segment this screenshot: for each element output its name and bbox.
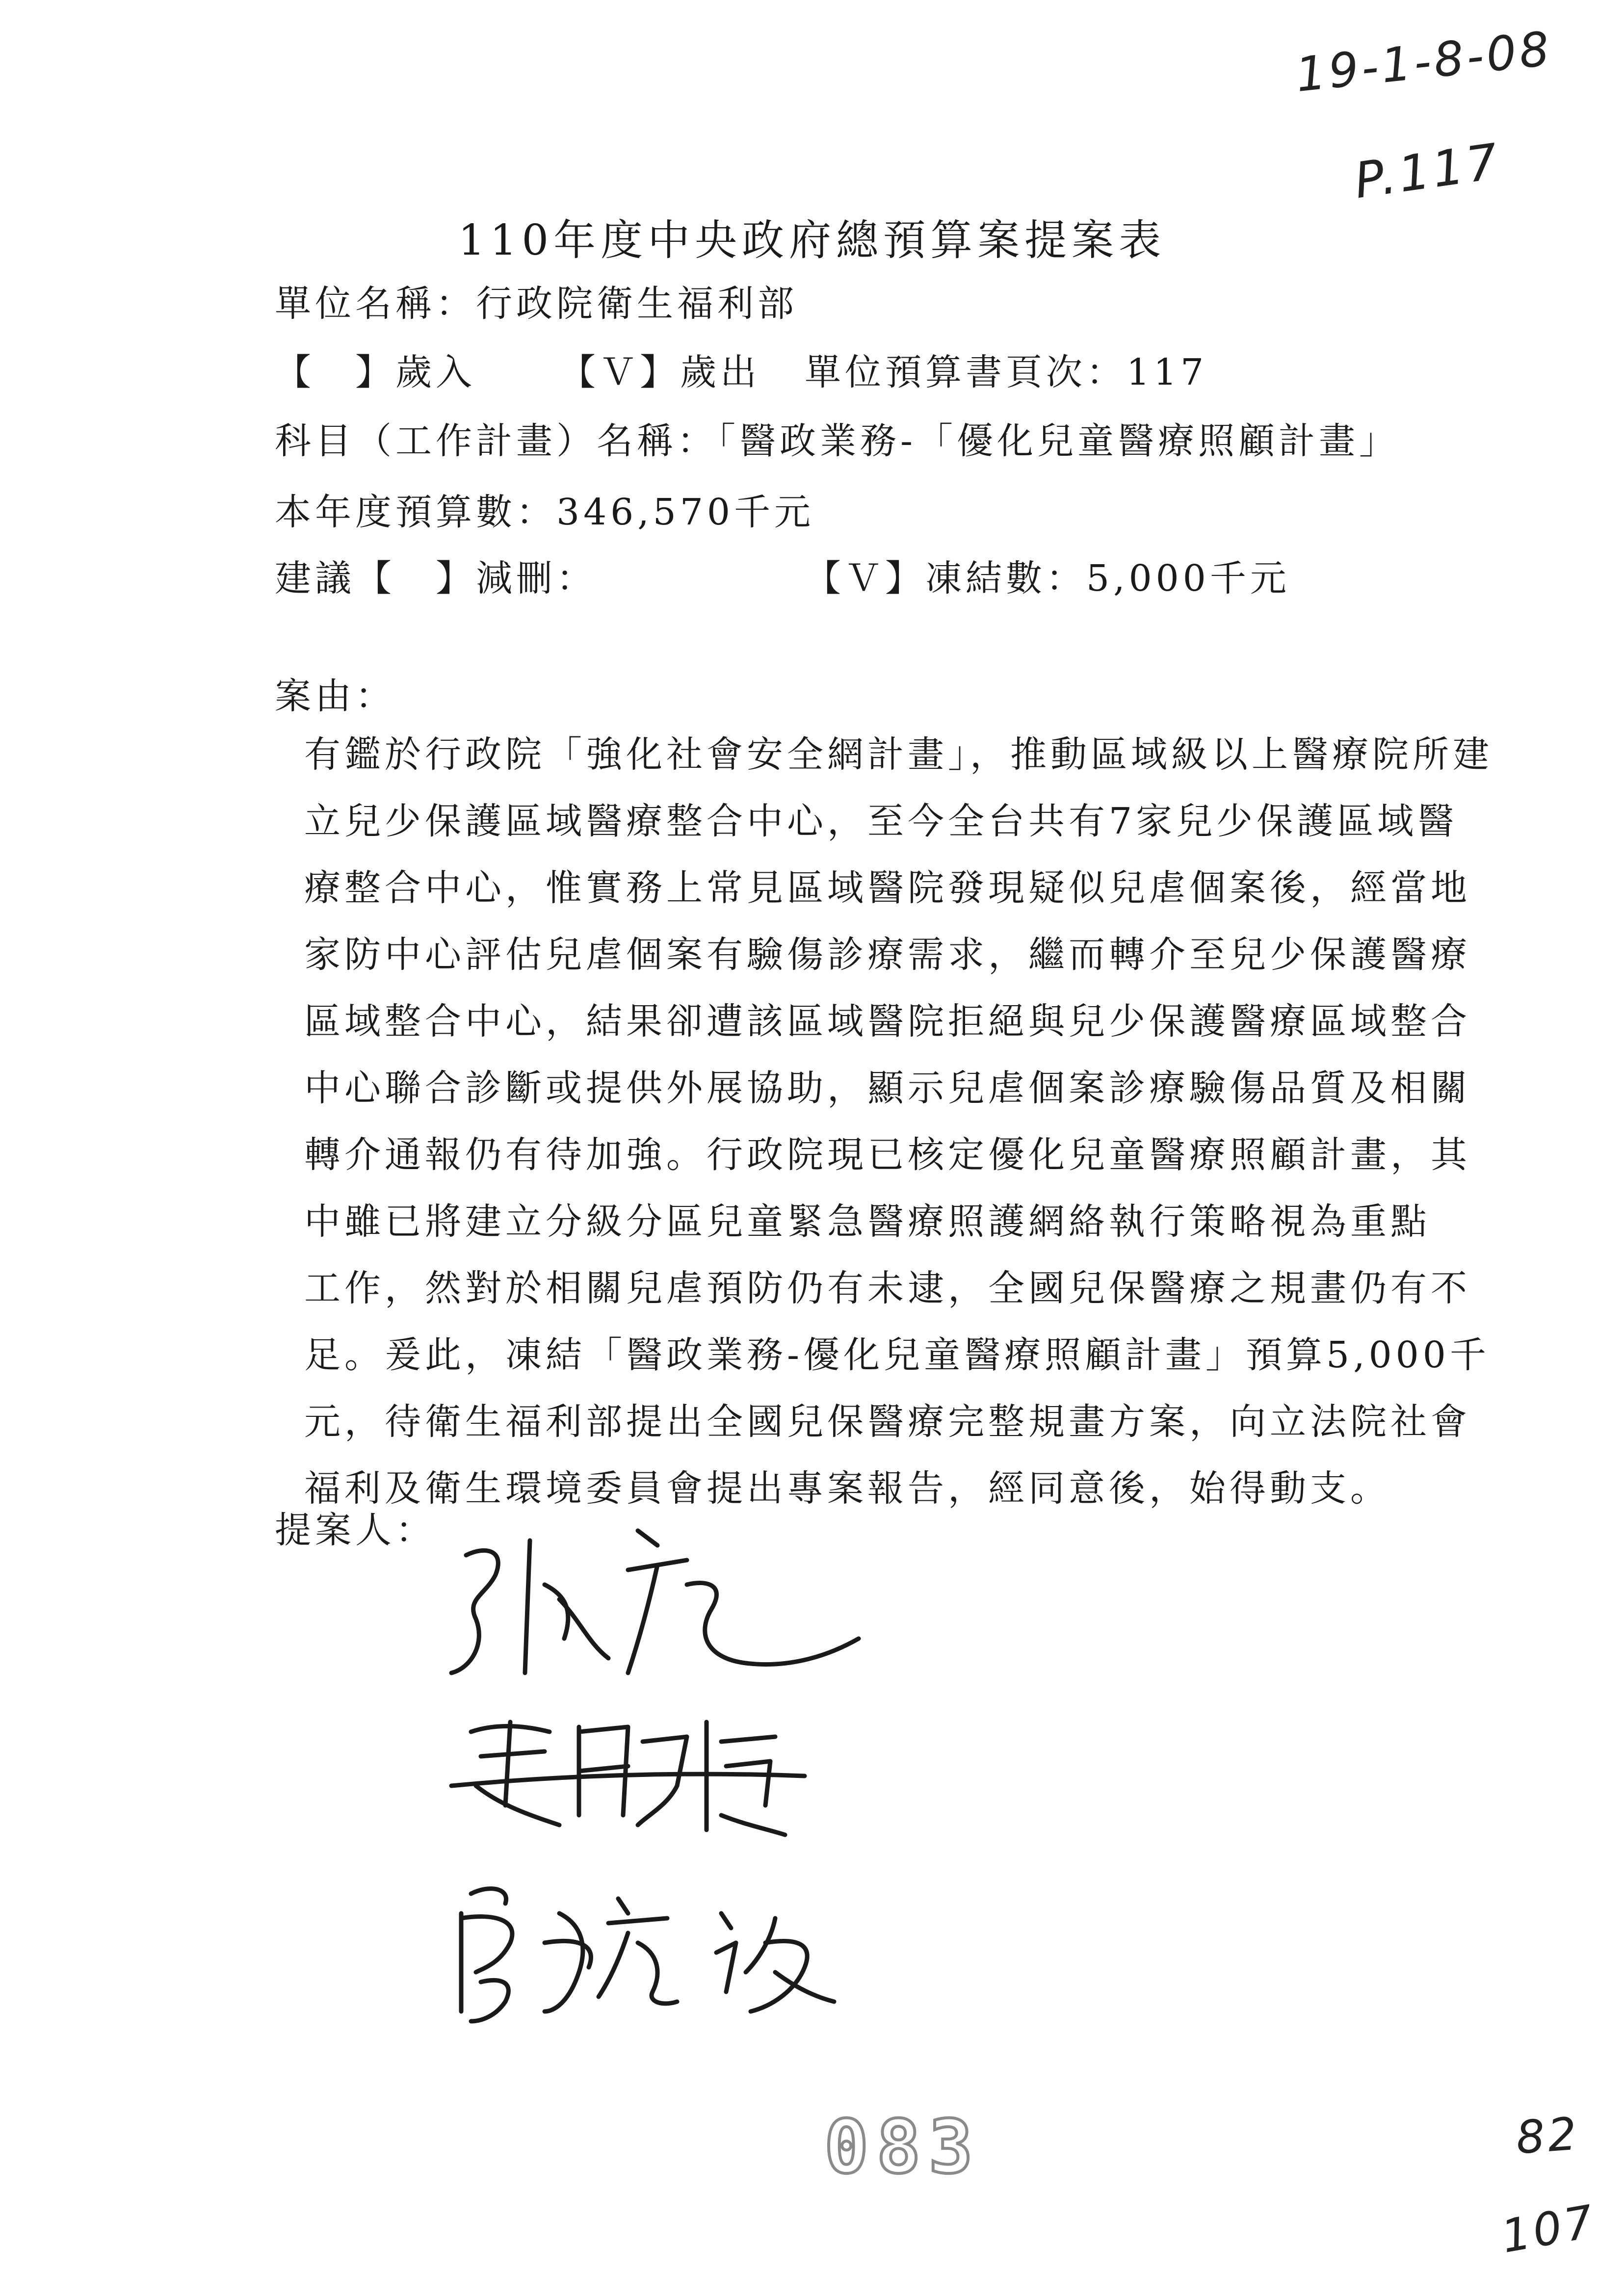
reason-line: 有鑑於行政院「強化社會安全網計畫」，推動區域級以上醫療院所建: [304, 733, 1493, 776]
reason-line: 元，待衛生福利部提出全國兒保醫療完整規畫方案，向立法院社會: [304, 1401, 1471, 1443]
reason-line: 轉介通報仍有待加強。行政院現已核定優化兒童醫療照顧計畫，其: [304, 1134, 1471, 1176]
handwritten-margin-note: 82: [1514, 2107, 1581, 2165]
subject-name: 科目（工作計畫）名稱：「醫政業務-「優化兒童醫療照顧計畫」: [275, 420, 1400, 462]
income-checkbox-label: 【 】歲入: [275, 351, 476, 393]
proposer-label: 提案人：: [275, 1509, 436, 1551]
handwritten-margin-note: 107: [1497, 2195, 1600, 2263]
handwritten-page-ref: P.117: [1351, 132, 1504, 210]
annual-budget: 本年度預算數：346,570千元: [275, 491, 815, 533]
signature-2: [451, 1722, 805, 1835]
unit-name: 單位名稱：行政院衛生福利部: [275, 283, 798, 325]
reason-line: 家防中心評估兒虐個案有驗傷診療需求，繼而轉介至兒少保護醫療: [304, 934, 1471, 976]
reason-line: 福利及衛生環境委員會提出專案報告，經同意後，始得動支。: [304, 1467, 1390, 1510]
handwritten-signatures: [432, 1511, 922, 2026]
budget-book-page: 單位預算書頁次：117: [805, 351, 1208, 393]
proposal-line: [275, 549, 1354, 600]
reason-line: 立兒少保護區域醫療整合中心，至今全台共有7家兒少保護區域醫: [304, 800, 1458, 842]
reason-line: 工作，然對於相關兒虐預防仍有未逮，全國兒保醫療之規畫仍有不: [304, 1267, 1471, 1309]
reason-line: 中心聯合診斷或提供外展協助，顯示兒虐個案診療驗傷品質及相關: [304, 1067, 1471, 1109]
reason-label: 案由：: [275, 675, 395, 717]
reason-line: 足。爰此，凍結「醫政業務-優化兒童醫療照顧計畫」預算5,000千: [304, 1334, 1490, 1376]
expense-checkbox-label: 【Ｖ】歲出: [559, 351, 760, 393]
reduction-label: 建議【 】減刪：: [275, 557, 597, 600]
page-stamp: 083: [824, 2105, 981, 2190]
signature-3: [461, 1889, 834, 2021]
freeze-amount: 【Ｖ】凍結數：5,000千元: [805, 557, 1290, 600]
reason-line: 中雖已將建立分級分區兒童緊急醫療照護網絡執行策略視為重點: [304, 1200, 1431, 1243]
reason-line: 區域整合中心，結果卻遭該區域醫院拒絕與兒少保護醫療區域整合: [304, 1000, 1471, 1043]
handwritten-doc-id: 19-1-8-08: [1293, 21, 1555, 103]
document-title: 110年度中央政府總預算案提案表: [458, 216, 1166, 265]
budget-type-line: [275, 343, 1354, 393]
reason-line: 療整合中心，惟實務上常見區域醫院發現疑似兒虐個案後，經當地: [304, 867, 1471, 909]
reason-text: [304, 721, 1493, 1522]
signature-1: [451, 1531, 859, 1673]
